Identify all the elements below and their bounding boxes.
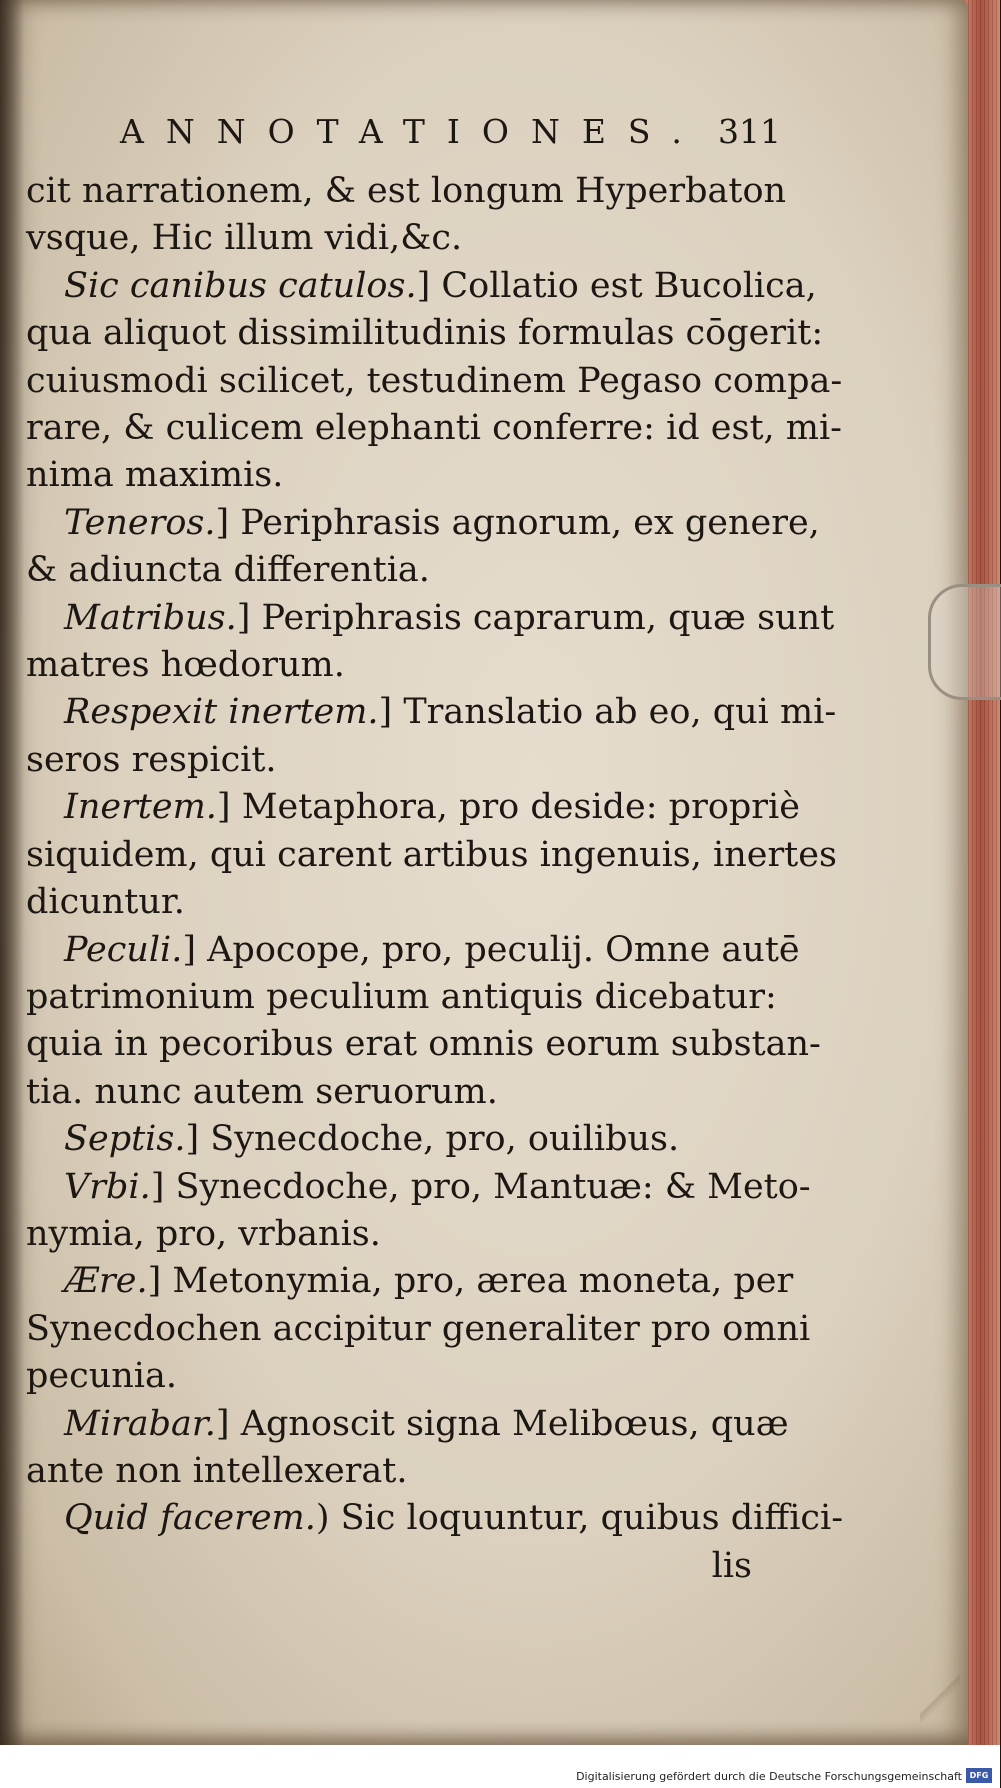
text-line: seros respicit.	[26, 739, 277, 780]
lemma: Vrbi.	[64, 1166, 151, 1207]
text-line: matres hœdorum.	[26, 645, 345, 686]
gloss: Collatio est Bucolica,	[441, 265, 817, 306]
annotation-entry	[26, 1401, 789, 1496]
lemma: Inertem.	[64, 787, 217, 828]
text-line: Sic canibus catulos.] Collatio est Bucolica,	[64, 265, 817, 306]
annotation-entry	[26, 263, 843, 500]
annotation-entry	[26, 784, 837, 926]
text-line: Ære.] Metonymia, pro, ærea moneta, per	[64, 1261, 794, 1302]
dfg-logo-icon: DFG	[966, 1768, 992, 1783]
gloss: Metaphora, pro deside: propriè	[241, 787, 800, 828]
gloss: Sic loquuntur, quibus diffici-	[340, 1498, 844, 1539]
text-line: Matribus.] Periphrasis caprarum, quæ sunt	[64, 597, 835, 638]
text-line: dicuntur.	[26, 882, 185, 923]
annotation-entry	[26, 1116, 766, 1163]
page-clip	[928, 584, 1001, 700]
lemma: Respexit inertem.	[64, 692, 379, 733]
annotation-entry	[26, 595, 835, 690]
text-line: cit narrationem, & est longum Hyperbaton	[26, 171, 787, 211]
catchword: lis	[711, 1545, 752, 1586]
gloss: Synecdoche, pro, Mantuæ: & Meto-	[175, 1166, 811, 1207]
lemma: Sic canibus catulos.	[64, 265, 417, 306]
text-line: nymia, pro, vrbanis.	[26, 1213, 381, 1254]
lemma: Mirabar.	[64, 1403, 216, 1444]
lemma: Septis.	[64, 1119, 186, 1160]
footer-credit: Digitalisierung gefördert durch die Deutsche Forschungsgemeinschaft	[576, 1770, 962, 1783]
text-line: & adiuncta differentia.	[26, 550, 430, 591]
lemma: Peculi.	[64, 929, 183, 970]
spine-shadow	[0, 0, 24, 1745]
text-line: cuiusmodi scilicet, testudinem Pegaso compa-	[26, 360, 843, 401]
page-number: 311	[718, 112, 781, 151]
text-line: patrimonium peculium antiquis dicebatur:	[26, 976, 777, 1017]
text-line: Quid facerem.) Sic loquuntur, quibus diffici-	[64, 1498, 844, 1539]
text-line: pecunia.	[26, 1356, 177, 1397]
annotation-entry	[26, 689, 837, 784]
text-line: Teneros.] Periphrasis agnorum, ex genere,	[64, 502, 820, 543]
lemma: Teneros.	[64, 502, 216, 543]
running-head: ANNOTATIONES.	[120, 112, 704, 151]
lemma: Quid facerem.	[64, 1498, 316, 1539]
annotation-entry	[26, 1495, 844, 1590]
text-line: nima maximis.	[26, 455, 284, 496]
text-line: Inertem.] Metaphora, pro deside: propriè	[64, 787, 800, 828]
gloss: Translatio ab eo, qui mi-	[403, 692, 837, 733]
gloss: Synecdoche, pro, ouilibus.	[210, 1119, 680, 1160]
text-line: rare, & culicem elephanti conferre: id est, mi-	[26, 408, 842, 449]
text-line: Respexit inertem.] Translatio ab eo, qui mi-	[64, 692, 837, 733]
text-line: Septis.] Synecdoche, pro, ouilibus.	[64, 1119, 680, 1160]
text-line: Mirabar.] Agnoscit signa Melibœus, quæ	[64, 1403, 789, 1444]
text-line: siquidem, qui carent artibus ingenuis, inertes	[26, 834, 837, 875]
text-line: ante non intellexerat.	[26, 1450, 408, 1491]
lemma: Matribus.	[64, 597, 237, 638]
text-line: tia. nunc autem seruorum.	[26, 1071, 498, 1112]
gloss: Agnoscit signa Melibœus, quæ	[240, 1403, 789, 1444]
text-block	[26, 168, 844, 1590]
lemma: Ære.	[64, 1261, 148, 1302]
gloss: Metonymia, pro, ærea moneta, per	[172, 1261, 794, 1302]
text-line: vsque, Hic illum vidi,&c.	[26, 218, 463, 259]
text-line: qua aliquot dissimilitudinis formulas cōgerit:	[26, 313, 824, 354]
annotation-entry	[26, 927, 821, 1117]
annotation-entry	[26, 1164, 811, 1259]
text-line: quia in pecoribus erat omnis eorum substan-	[26, 1024, 821, 1065]
annotation-entry	[26, 500, 820, 595]
annotation-entry	[26, 168, 787, 263]
text-line: Synecdochen accipitur generaliter pro omni	[26, 1308, 811, 1349]
page-fold	[920, 1648, 960, 1738]
annotation-entry	[26, 1258, 811, 1400]
text-line: Peculi.] Apocope, pro, peculij. Omne autē	[64, 929, 800, 970]
gloss: Periphrasis caprarum, quæ sunt	[261, 597, 835, 638]
gloss: Periphrasis agnorum, ex genere,	[240, 502, 820, 543]
gloss: Apocope, pro, peculij. Omne autē	[207, 929, 800, 970]
text-line: Vrbi.] Synecdoche, pro, Mantuæ: & Meto-	[64, 1166, 811, 1207]
